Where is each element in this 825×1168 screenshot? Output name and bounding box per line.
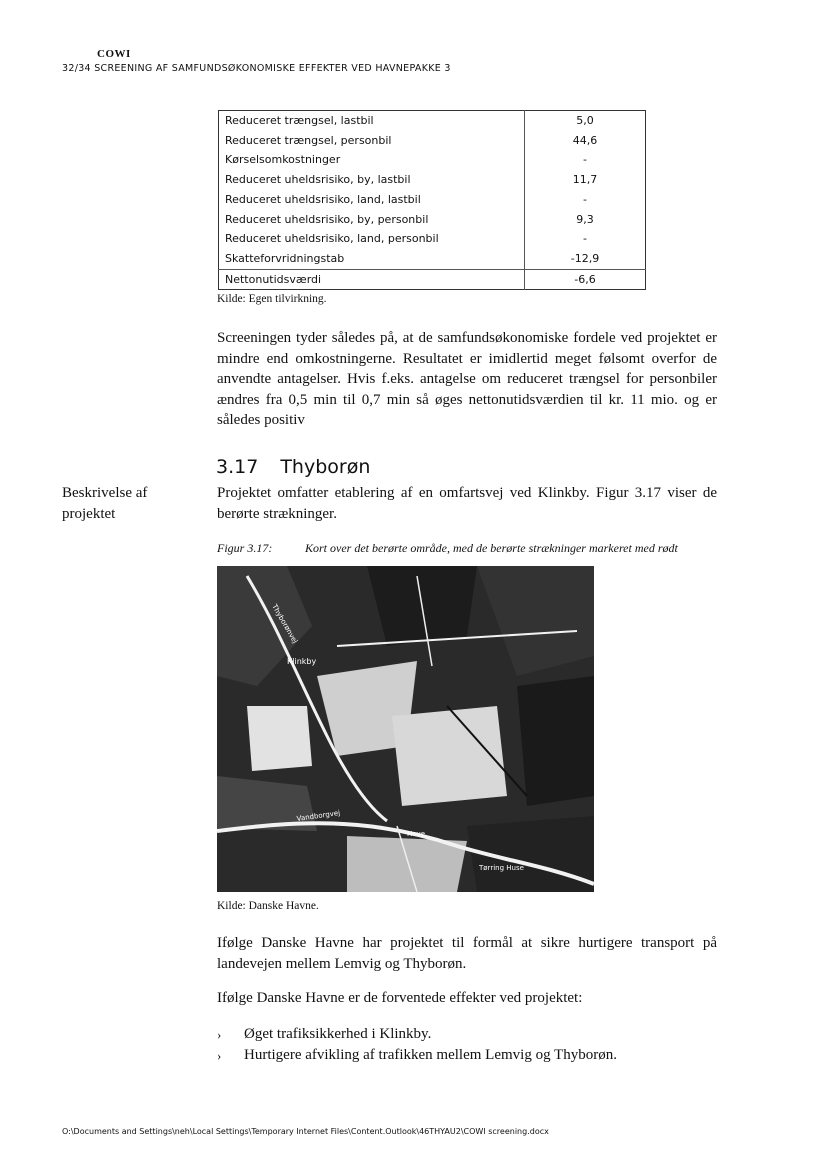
- row-label: Reduceret uheldsrisiko, by, personbil: [225, 212, 429, 226]
- file-path-footer: O:\Documents and Settings\neh\Local Settings\Temporary Internet Files\Content.Outlook\46THYAU2\COWI screening.docx: [62, 1127, 549, 1136]
- row-value: -12,9: [525, 249, 646, 269]
- field-dark-1: [517, 676, 594, 806]
- row-label: Reduceret trængsel, lastbil: [225, 114, 374, 127]
- table-row: [219, 111, 646, 131]
- effects-list: [217, 1024, 617, 1066]
- table-row: [219, 249, 646, 269]
- figure-caption-text: Kort over det berørte område, med de berørte strækninger markeret med rødt: [305, 541, 678, 555]
- paragraph-conclusion: Screeningen tyder således på, at de samfundsøkonomiske fordele ved projektet er mindre end omkostningerne. Resultatet er imidlertid meget følsomt overfor de anvendte antagelser. Hvis f.eks. antagelse om reduceret trængsel for personbiler ændres fra 0,5 min til 0,7 min så øges nettonutidsværdien til kr. 11 mio. og er således positiv: [217, 330, 717, 428]
- section-number: 3.17: [216, 456, 259, 478]
- row-value: -: [525, 150, 646, 170]
- row-value: -6,6: [525, 269, 646, 290]
- figure-label: Figur 3.17:: [217, 541, 273, 555]
- row-label: Kørselsomkostninger: [225, 153, 341, 167]
- section-heading: [216, 456, 370, 478]
- row-label: Reduceret uheldsrisiko, by, lastbil: [225, 173, 411, 187]
- company-logo: COWI: [97, 48, 131, 60]
- map-label-klinkby: Klinkby: [287, 657, 317, 666]
- row-value: 5,0: [525, 111, 646, 131]
- row-label: Nettonutidsværdi: [219, 269, 525, 290]
- bullet-marker: ›: [217, 1048, 222, 1063]
- table-row: [219, 170, 646, 190]
- results-table: [218, 110, 646, 290]
- table-row: [219, 150, 646, 170]
- side-label: Beskrivelse af projektet: [62, 485, 148, 522]
- row-label: Reduceret uheldsrisiko, land, personbil: [225, 232, 439, 246]
- row-value: -: [525, 229, 646, 249]
- row-label: Skatteforvridningstab: [225, 251, 345, 265]
- row-value: 11,7: [525, 170, 646, 190]
- bullet-marker: ›: [217, 1027, 222, 1042]
- paragraph-purpose: Ifølge Danske Havne har projektet til formål at sikre hurtigere transport på landevejen mellem Lemvig og Thyborøn.: [217, 935, 717, 972]
- table-row: [219, 269, 646, 290]
- row-value: 9,3: [525, 210, 646, 230]
- field-bright-2: [392, 706, 507, 806]
- map-label-hove: Hove: [407, 830, 425, 838]
- running-head: 32/34 SCREENING AF SAMFUNDSØKONOMISKE EFFEKTER VED HAVNEPAKKE 3: [62, 63, 451, 74]
- map-label-road: Vandborgvej: [296, 808, 341, 823]
- table-row: [219, 210, 646, 230]
- area-map: [217, 566, 594, 892]
- row-label: Reduceret uheldsrisiko, land, lastbil: [225, 192, 421, 206]
- table-row: [219, 190, 646, 210]
- table-row: [219, 229, 646, 249]
- paragraph-project: Projektet omfatter etablering af en omfartsvej ved Klinkby. Figur 3.17 viser de berørte strækninger.: [217, 485, 717, 522]
- list-item-text: Øget trafiksikkerhed i Klinkby.: [244, 1026, 432, 1042]
- map-label-torring: Tørring Huse: [479, 864, 524, 872]
- table-source: Kilde: Egen tilvirkning.: [217, 293, 327, 305]
- row-value: 44,6: [525, 131, 646, 151]
- field-bright-3: [247, 706, 312, 771]
- map-label-road-top: Thyborønvej: [270, 603, 299, 645]
- row-value: -: [525, 190, 646, 210]
- paragraph-effects: Ifølge Danske Havne er de forventede effekter ved projektet:: [217, 990, 583, 1006]
- row-label: Reduceret trængsel, personbil: [225, 133, 392, 147]
- map-graphic: [217, 566, 594, 892]
- table-row: [219, 131, 646, 151]
- list-item: [217, 1045, 617, 1066]
- section-title: Thyborøn: [280, 456, 371, 478]
- figure-source: Kilde: Danske Havne.: [217, 900, 319, 912]
- list-item-text: Hurtigere afvikling af trafikken mellem Lemvig og Thyborøn.: [244, 1047, 617, 1063]
- figure-caption: [217, 541, 678, 556]
- list-item: [217, 1024, 617, 1045]
